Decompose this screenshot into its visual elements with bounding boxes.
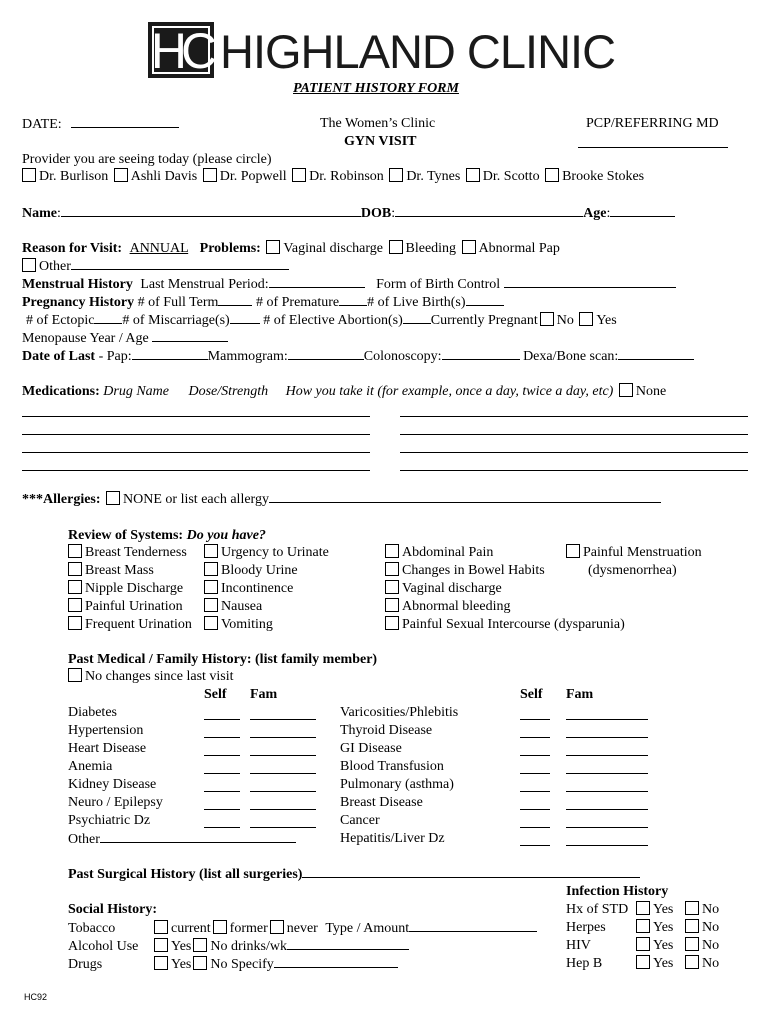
fam-line[interactable] [250, 791, 316, 792]
reason-row [22, 240, 560, 258]
self-line[interactable] [204, 737, 240, 738]
name-label: Name [22, 206, 57, 221]
medication-line[interactable] [400, 452, 748, 453]
ros-checkbox[interactable] [385, 616, 399, 630]
colonoscopy-input[interactable] [442, 347, 520, 360]
ros-item: Abnormal bleeding [402, 599, 511, 614]
infection-no-label: No [702, 920, 720, 935]
condition-label: Other [68, 832, 100, 847]
ectopic-input[interactable] [94, 311, 122, 324]
drugs-yes-label: Yes [171, 957, 192, 972]
dob-input[interactable] [395, 204, 583, 217]
ros-item: Vomiting [221, 617, 273, 632]
social-drugs-row [68, 955, 398, 974]
infection-yes-label: Yes [653, 920, 674, 935]
drugs-no-label: No Specify [210, 957, 274, 972]
mammogram-input[interactable] [288, 347, 364, 360]
logo-mark [148, 22, 214, 78]
date-field [22, 115, 179, 134]
visit-type: GYN VISIT [344, 134, 417, 149]
pregnant-yes-checkbox[interactable] [579, 312, 593, 326]
alcohol-no-checkbox[interactable] [193, 938, 207, 952]
ros-item: Changes in Bowel Habits [402, 563, 545, 578]
fam-line[interactable] [250, 719, 316, 720]
pmh-label: Past Medical / Family History: (list family member) [68, 652, 378, 667]
tobacco-never-checkbox[interactable] [270, 920, 284, 934]
ros-question: Do you have? [186, 528, 266, 543]
self-line[interactable] [204, 809, 240, 810]
tobacco-never-label: never [286, 921, 318, 936]
ros-label: Review of Systems: [68, 528, 184, 543]
pmh-self-header-right: Self [520, 687, 543, 702]
other-problem-row [20, 257, 289, 276]
other-input[interactable] [71, 257, 289, 270]
infection-yes-checkbox[interactable] [636, 937, 650, 951]
allergies-label: ***Allergies: [22, 492, 101, 507]
self-line[interactable] [520, 737, 550, 738]
alcohol-label: Alcohol Use [68, 939, 139, 954]
provider-checkbox[interactable] [466, 168, 480, 182]
pmh-right-list [340, 704, 458, 848]
ros-item: Painful Urination [85, 599, 183, 614]
fam-line[interactable] [566, 737, 648, 738]
provider-label: Dr. Popwell [219, 169, 287, 184]
drug-name-label: Drug Name [103, 384, 169, 399]
problems-label: Problems: [199, 241, 261, 256]
infection-no-checkbox[interactable] [685, 937, 699, 951]
ros-header [68, 527, 266, 545]
pap-input[interactable] [132, 347, 208, 360]
condition-label: Heart Disease [68, 741, 147, 756]
full-term-label: # of Full Term [137, 295, 219, 310]
ros-checkbox[interactable] [385, 580, 399, 594]
ros-item: Bloody Urine [221, 563, 298, 578]
pmh-self-header: Self [204, 687, 227, 702]
other-condition-input[interactable] [100, 830, 296, 843]
fam-line[interactable] [566, 791, 648, 792]
annual-label: ANNUAL [129, 241, 189, 256]
medications-none-checkbox[interactable] [619, 383, 633, 397]
ros-checkbox[interactable] [385, 562, 399, 576]
pmh-fam-header: Fam [250, 687, 278, 702]
self-line[interactable] [520, 773, 550, 774]
currently-pregnant-label: Currently Pregnant [430, 313, 538, 328]
social-alcohol-row [68, 937, 409, 956]
infection-label: Infection History [566, 884, 669, 899]
ros-checkbox[interactable] [204, 544, 218, 558]
fam-line[interactable] [566, 845, 648, 846]
infection-yes-checkbox[interactable] [636, 919, 650, 933]
condition-label: Pulmonary (asthma) [340, 777, 454, 792]
pregnancy-row-2 [26, 311, 617, 330]
fam-line[interactable] [250, 809, 316, 810]
provider-checkbox[interactable] [203, 168, 217, 182]
self-line[interactable] [520, 809, 550, 810]
colonoscopy-label: Colonoscopy: [363, 349, 442, 364]
live-births-input[interactable] [466, 293, 504, 306]
social-label: Social History: [68, 902, 158, 917]
medications-none-label: None [635, 384, 667, 399]
condition-label: Psychiatric Dz [68, 813, 151, 828]
self-line[interactable] [520, 845, 550, 846]
infection-no-label: No [702, 938, 720, 953]
clinic-name: The Women’s Clinic [320, 116, 436, 131]
ros-checkbox[interactable] [68, 562, 82, 576]
drugs-specify-input[interactable] [274, 955, 398, 968]
medication-line[interactable] [400, 470, 748, 471]
ros-checkbox[interactable] [204, 616, 218, 630]
problem-label: Abnormal Pap [478, 241, 560, 256]
medication-line[interactable] [400, 416, 748, 417]
ros-checkbox[interactable] [385, 544, 399, 558]
medication-line[interactable] [22, 434, 370, 435]
allergies-row [22, 490, 661, 509]
ros-item: Breast Mass [85, 563, 154, 578]
condition-label: Kidney Disease [68, 777, 157, 792]
menstrual-label: Menstrual History [22, 277, 133, 292]
fam-line[interactable] [250, 755, 316, 756]
pcp-label: PCP/REFERRING MD [586, 116, 719, 131]
ros-item-note: (dysmenorrhea) [588, 563, 677, 578]
provider-list [20, 168, 644, 186]
problem-label: Bleeding [405, 241, 457, 256]
self-line[interactable] [204, 719, 240, 720]
ros-item: Frequent Urination [85, 617, 192, 632]
condition-label: Neuro / Epilepsy [68, 795, 163, 810]
dob-label: DOB [360, 206, 392, 221]
infection-no-label: No [702, 902, 720, 917]
pmh-fam-header-right: Fam [566, 687, 594, 702]
tobacco-former-label: former [229, 921, 268, 936]
pregnancy-label: Pregnancy History [22, 295, 135, 310]
ros-checkbox[interactable] [68, 544, 82, 558]
other-label: Other [39, 259, 71, 274]
ros-checkbox[interactable] [385, 598, 399, 612]
self-line[interactable] [520, 755, 550, 756]
ros-checkbox[interactable] [204, 598, 218, 612]
infection-item: Hx of STD [566, 902, 629, 917]
drugs-yes-checkbox[interactable] [154, 956, 168, 970]
ros-item: Nausea [221, 599, 263, 614]
provider-label: Brooke Stokes [562, 169, 645, 184]
fam-line[interactable] [566, 773, 648, 774]
ros-item: Vaginal discharge [402, 581, 502, 596]
alcohol-yes-label: Yes [171, 939, 192, 954]
no-changes-label: No changes since last visit [85, 669, 234, 684]
elective-input[interactable] [403, 311, 431, 324]
menopause-label: Menopause Year / Age [22, 331, 149, 346]
drugs-label: Drugs [68, 957, 103, 972]
tobacco-former-checkbox[interactable] [213, 920, 227, 934]
dose-label: Dose/Strength [188, 384, 269, 399]
lmp-label: Last Menstrual Period: [140, 277, 269, 292]
provider-checkbox[interactable] [389, 168, 403, 182]
logo-mark-text: HC [150, 23, 212, 79]
provider-prompt: Provider you are seeing today (please circle) [22, 152, 272, 167]
birth-control-input[interactable] [504, 275, 676, 288]
ros-checkbox[interactable] [204, 562, 218, 576]
medications-label: Medications: [22, 384, 100, 399]
allergies-input[interactable] [269, 490, 661, 503]
self-line[interactable] [204, 791, 240, 792]
ros-item: Painful Menstruation [583, 545, 702, 560]
dexa-input[interactable] [618, 347, 694, 360]
pregnant-no-checkbox[interactable] [540, 312, 554, 326]
surgical-label: Past Surgical History (list all surgeries) [68, 867, 303, 882]
name-row: Name: DOB: Age: [22, 204, 675, 223]
infection-yes-label: Yes [653, 956, 674, 971]
infection-yes-checkbox[interactable] [636, 901, 650, 915]
surgical-row [68, 865, 640, 884]
ros-item: Breast Tenderness [85, 545, 187, 560]
form-code: HC92 [24, 992, 48, 1002]
pregnancy-row-1 [22, 293, 504, 312]
medications-header [22, 383, 666, 401]
menopause-input[interactable] [152, 329, 228, 342]
infection-yes-label: Yes [653, 938, 674, 953]
drinks-input[interactable] [287, 937, 409, 950]
date-label: DATE: [22, 117, 62, 132]
infection-no-checkbox[interactable] [685, 919, 699, 933]
infection-item: Hep B [566, 956, 603, 971]
fam-line[interactable] [250, 773, 316, 774]
miscarriage-label: # of Miscarriage(s) [122, 313, 230, 328]
pap-label: - Pap: [98, 349, 132, 364]
alcohol-no-label: No drinks/wk [210, 939, 287, 954]
alcohol-yes-checkbox[interactable] [154, 938, 168, 952]
premature-input[interactable] [339, 293, 367, 306]
condition-label: Diabetes [68, 705, 117, 720]
infection-list [566, 901, 719, 973]
birth-control-label: Form of Birth Control [376, 277, 501, 292]
self-line[interactable] [520, 827, 550, 828]
ros-item: Incontinence [221, 581, 294, 596]
date-of-last-row [22, 347, 694, 366]
condition-label: Varicosities/Phlebitis [340, 705, 459, 720]
medication-line[interactable] [22, 470, 370, 471]
condition-label: Breast Disease [340, 795, 423, 810]
type-amount-label: Type / Amount [325, 921, 410, 936]
ectopic-label: # of Ectopic [26, 313, 95, 328]
full-term-input[interactable] [218, 293, 252, 306]
age-input[interactable] [610, 204, 675, 217]
infection-no-checkbox[interactable] [685, 901, 699, 915]
tobacco-label: Tobacco [68, 921, 116, 936]
form-title: PATIENT HISTORY FORM [293, 81, 459, 96]
problem-checkbox[interactable] [389, 240, 403, 254]
ros-checkbox[interactable] [566, 544, 580, 558]
self-line[interactable] [520, 719, 550, 720]
provider-label: Dr. Burlison [39, 169, 109, 184]
fam-line[interactable] [566, 755, 648, 756]
tobacco-current-checkbox[interactable] [154, 920, 168, 934]
fam-line[interactable] [250, 827, 316, 828]
problem-checkbox[interactable] [266, 240, 280, 254]
fam-line[interactable] [566, 809, 648, 810]
ros-item: Urgency to Urinate [221, 545, 329, 560]
ros-item: Nipple Discharge [85, 581, 184, 596]
social-tobacco-row [68, 919, 537, 938]
provider-label: Dr. Robinson [309, 169, 384, 184]
provider-label: Dr. Scotto [482, 169, 540, 184]
medication-line[interactable] [22, 452, 370, 453]
condition-label: Thyroid Disease [340, 723, 433, 738]
other-checkbox[interactable] [22, 258, 36, 272]
medication-line[interactable] [22, 416, 370, 417]
name-input[interactable] [61, 204, 361, 217]
medication-line[interactable] [400, 434, 748, 435]
surgical-input[interactable] [302, 865, 640, 878]
pmh-no-changes [66, 668, 234, 686]
live-births-label: # of Live Birth(s) [367, 295, 466, 310]
condition-label: Cancer [340, 813, 380, 828]
ros-checkbox[interactable] [68, 598, 82, 612]
ros-item: Abdominal Pain [402, 545, 494, 560]
lmp-input[interactable] [269, 275, 365, 288]
tobacco-current-label: current [171, 921, 211, 936]
menstrual-row [22, 275, 676, 294]
self-line[interactable] [204, 773, 240, 774]
elective-label: # of Elective Abortion(s) [263, 313, 403, 328]
pcp-input[interactable] [578, 147, 728, 148]
self-line[interactable] [204, 827, 240, 828]
age-label: Age [583, 206, 607, 221]
ros-col-4 [564, 544, 702, 580]
drugs-no-checkbox[interactable] [193, 956, 207, 970]
ros-item: Painful Sexual Intercourse (dysparunia) [402, 617, 625, 632]
infection-no-label: No [702, 956, 720, 971]
menopause-row [22, 329, 228, 348]
allergies-text: NONE or list each allergy [123, 492, 269, 507]
pregnant-no-label: No [556, 313, 574, 328]
ros-checkbox[interactable] [68, 580, 82, 594]
dexa-label: Dexa/Bone scan: [523, 349, 619, 364]
self-line[interactable] [204, 755, 240, 756]
infection-yes-label: Yes [653, 902, 674, 917]
infection-item: Herpes [566, 920, 606, 935]
infection-yes-checkbox[interactable] [636, 955, 650, 969]
allergies-none-checkbox[interactable] [106, 491, 120, 505]
date-input[interactable] [71, 115, 179, 128]
ros-col-1 [66, 544, 192, 634]
mammogram-label: Mammogram: [207, 349, 288, 364]
fam-line[interactable] [566, 827, 648, 828]
condition-label: Hepatitis/Liver Dz [340, 831, 445, 846]
infection-item: HIV [566, 938, 591, 953]
fam-line[interactable] [566, 719, 648, 720]
reason-label: Reason for Visit: [22, 241, 123, 256]
provider-checkbox[interactable] [22, 168, 36, 182]
premature-label: # of Premature [255, 295, 340, 310]
provider-checkbox[interactable] [545, 168, 559, 182]
logo-name: HIGHLAND CLINIC [220, 25, 616, 78]
date-of-last-label: Date of Last [22, 349, 96, 364]
fam-line[interactable] [250, 737, 316, 738]
provider-label: Ashli Davis [130, 169, 198, 184]
ros-col-2 [202, 544, 329, 634]
no-changes-checkbox[interactable] [68, 668, 82, 682]
provider-label: Dr. Tynes [406, 169, 461, 184]
infection-no-checkbox[interactable] [685, 955, 699, 969]
miscarriage-input[interactable] [230, 311, 260, 324]
condition-label: Anemia [68, 759, 113, 774]
condition-label: Hypertension [68, 723, 144, 738]
type-amount-input[interactable] [409, 919, 537, 932]
provider-checkbox[interactable] [114, 168, 128, 182]
ros-checkbox[interactable] [204, 580, 218, 594]
ros-checkbox[interactable] [68, 616, 82, 630]
pregnant-yes-label: Yes [596, 313, 617, 328]
provider-checkbox[interactable] [292, 168, 306, 182]
condition-label: Blood Transfusion [340, 759, 444, 774]
how-label: How you take it (for example, once a day, twice a day, etc) [285, 384, 614, 399]
condition-label: GI Disease [340, 741, 402, 756]
problem-label: Vaginal discharge [283, 241, 384, 256]
problem-checkbox[interactable] [462, 240, 476, 254]
self-line[interactable] [520, 791, 550, 792]
